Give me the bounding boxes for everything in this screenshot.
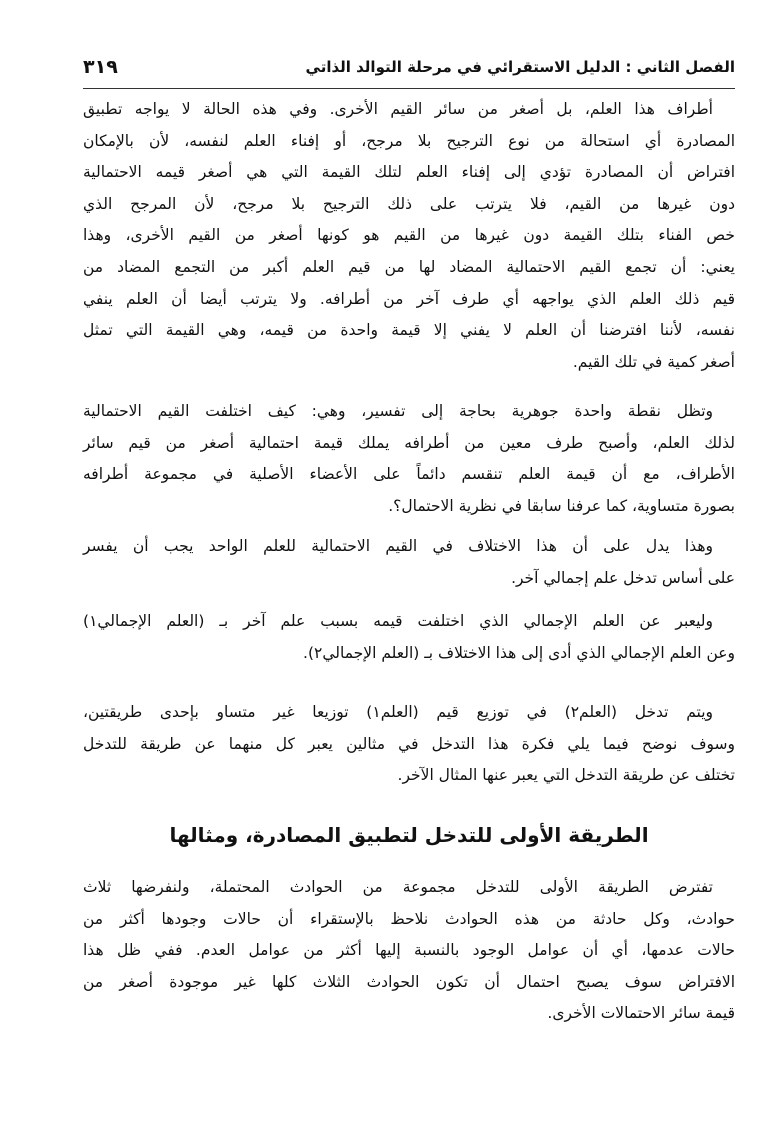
text-line: قيمة سائر الاحتمالات الأخرى. — [547, 1004, 735, 1023]
header-rule — [83, 88, 735, 89]
text-line: أصغر كمية في تلك القيم. — [572, 352, 735, 371]
text-line: أطراف هذا العلم، بل أصغر من سائر القيم الأخرى. وفي هذه الحالة لا يواجه تطبيق — [83, 100, 713, 118]
chapter-title: الفصل الثاني : الدليل الاستقرائي في مرحلة التوالد الذاتي — [305, 58, 735, 76]
text-line: وهذا يدل على أن هذا الاختلاف في القيم الاحتمالية للعلم الواحد يجب أن يفسر — [83, 537, 713, 555]
page-number: ٣١٩ — [83, 56, 118, 78]
text-line: تفترض الطريقة الأولى للتدخل مجموعة من الحوادث المحتملة، ولنفرضها ثلاث — [83, 878, 713, 896]
section-heading: الطريقة الأولى للتدخل لتطبيق المصادرة، ومثالها — [169, 823, 649, 847]
text-line: نفسه، لأننا افترضنا أن العلم لا يفني إلا قيمة واحدة من قيمه، وهي القيمة التي تمثل — [83, 321, 735, 340]
text-line: المصادرة أي استحالة من نوع الترجيح بلا مرجح، أو إفناء العلم لنفسه، لأن بالإمكان — [83, 131, 735, 150]
paragraph — [83, 94, 735, 378]
text-line: تختلف عن طريقة التدخل التي يعبر عنها المثال الآخر. — [397, 766, 735, 785]
paragraph — [83, 606, 735, 669]
text-line: وليعبر عن العلم الإجمالي الذي اختلفت قيمه بسبب علم آخر بـ (العلم الإجمالي١) — [83, 612, 713, 630]
text-line: خص الفناء بتلك القيمة دون غيرها من القيم هو كونها أصغر من القيم الأخرى، وهذا — [83, 226, 735, 245]
text-line: حالات عدمها، أي أن عوامل الوجود بالنسبة إليها أكثر من عوامل العدم. ففي ظل هذا — [83, 941, 735, 960]
text-line: حوادث، وكل حادثة من هذه الحوادث نلاحظ بالإستقراء أن حالات وجودها أكثر من — [83, 909, 735, 928]
text-line: قيم ذلك العلم الذي يواجهه أي طرف آخر من أطرافه. ولا يترتب أيضا أن العلم ينفي — [83, 289, 735, 308]
paragraph — [83, 872, 735, 1030]
text-line: افتراض أن المصادرة تؤدي إلى إفناء العلم لتلك القيمة التي هي أصغر قيمه الاحتمالية — [83, 163, 735, 182]
paragraph — [83, 531, 735, 594]
text-line: وعن العلم الإجمالي الذي أدى إلى هذا الاختلاف بـ (العلم الإجمالي٢). — [303, 643, 735, 662]
text-line: الافتراض سوف يصبح احتمال أن تكون الحوادث الثلاث كلها غير موجودة أصغر من — [83, 972, 735, 991]
running-header — [83, 56, 735, 82]
text-line: الأطراف، مع أن قيمة العلم تنقسم دائماً على الأعضاء الأصلية في مجموعة أطرافه — [83, 465, 735, 484]
paragraph — [83, 697, 735, 792]
text-line: ويتم تدخل (العلم٢) في توزيع قيم (العلم١) توزيعا غير متساو بإحدى طريقتين، — [83, 703, 713, 721]
text-line: وتظل نقطة واحدة جوهرية بحاجة إلى تفسير، وهي: كيف اختلفت القيم الاحتمالية — [83, 402, 713, 420]
text-line: لذلك العلم، وأصبح طرف معين من أطرافه يملك قيمة احتمالية أصغر من قيم سائر — [83, 433, 735, 452]
text-line: بصورة متساوية، كما عرفنا سابقا في نظرية الاحتمال؟. — [388, 496, 735, 515]
paragraph — [83, 396, 735, 522]
text-line: دون غيرها من القيم، فلا يترتب على ذلك الترجيح بلا مرجح، لأن المرجح الذي — [83, 194, 735, 213]
text-line: يعني: أن تجمع القيم الاحتمالية المضاد لها من قيم العلم أكبر من التجمع المضاد من — [83, 257, 735, 276]
text-line: على أساس تدخل علم إجمالي آخر. — [511, 568, 735, 587]
text-line: وسوف نوضح فيما يلي فكرة هذا التدخل في مثالين يعبر كل منهما عن طريقة للتدخل — [83, 734, 735, 753]
